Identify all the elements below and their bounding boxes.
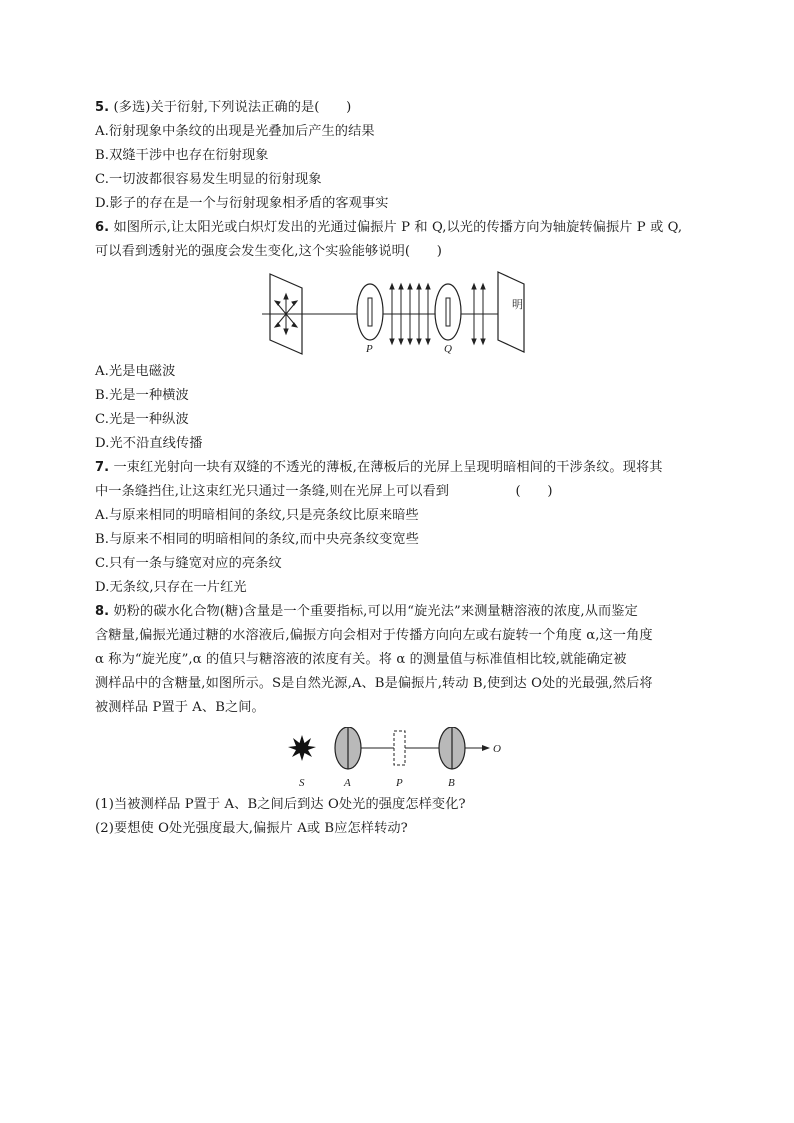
- q7-option-b: B.与原来不相同的明暗相间的条纹,而中央亮条纹变宽些: [95, 532, 419, 547]
- q7-stem-line1: 一束红光射向一块有双缝的不透光的薄板,在薄板后的光屏上呈现明暗相间的干涉条纹。现将其: [113, 460, 663, 475]
- q8-stem-line5: 被测样品 P置于 A、B之间。: [95, 700, 265, 715]
- q8-stem: [95, 602, 710, 622]
- q6-option-a: A.光是电磁波: [95, 364, 176, 379]
- label-o: O: [493, 743, 501, 755]
- q6-number: 6.: [95, 220, 110, 235]
- q6-stem: [95, 218, 710, 238]
- q8-axis-arrow-icon: [482, 745, 490, 751]
- label-p: P: [366, 343, 373, 355]
- q5-number: 5.: [95, 100, 110, 115]
- sample-p: [394, 731, 405, 765]
- q7-option-c: C.只有一条与缝宽对应的亮条纹: [95, 556, 282, 571]
- polarizer-p-slit: [368, 298, 372, 326]
- label-b: B: [448, 777, 455, 789]
- q5-stem-text: (多选)关于衍射,下列说法正确的是( ): [113, 100, 352, 115]
- q6-polarizer-figure: [262, 268, 532, 358]
- label-p8: P: [396, 777, 403, 789]
- q8-stem-line4: 测样品中的含糖量,如图所示。S是自然光源,A、B是偏振片,转动 B,使到达 O处的光最强,然后将: [95, 676, 653, 691]
- q8-stem-line1: 奶粉的碳水化合物(糖)含量是一个重要指标,可以用“旋光法”来测量糖溶液的浓度,从而鉴定: [113, 604, 638, 619]
- q7-option-a: A.与原来相同的明暗相间的条纹,只是亮条纹比原来暗些: [95, 508, 419, 523]
- q8-number: 8.: [95, 604, 110, 619]
- label-q: Q: [444, 343, 452, 355]
- q5-option-a: A.衍射现象中条纹的出现是光叠加后产生的结果: [95, 124, 375, 139]
- q8-subquestion-1: (1)当被测样品 P置于 A、B之间后到达 O处光的强度怎样变化?: [95, 797, 466, 812]
- label-a: A: [344, 777, 351, 789]
- q6-option-b: B.光是一种横波: [95, 388, 189, 403]
- q7-number: 7.: [95, 460, 110, 475]
- q8-subquestion-2: (2)要想使 O处光强度最大,偏振片 A或 B应怎样转动?: [95, 821, 408, 836]
- q5-option-d: D.影子的存在是一个与衍射现象相矛盾的客观事实: [95, 196, 389, 211]
- q6-stem-line2: 可以看到透射光的强度会发生变化,这个实验能够说明( ): [95, 244, 442, 259]
- q8-stem-line3: α 称为“旋光度”,α 的值只与糖溶液的浓度有关。将 α 的测量值与标准值相比较,就能确定被: [95, 652, 627, 667]
- q5-option-c: C.一切波都很容易发生明显的衍射现象: [95, 172, 322, 187]
- viewing-screen: [498, 272, 524, 352]
- q7-stem: [95, 458, 710, 478]
- light-source-icon: [288, 735, 316, 761]
- q5-option-b: B.双缝干涉中也存在衍射现象: [95, 148, 269, 163]
- q6-option-d: D.光不沿直线传播: [95, 436, 203, 451]
- label-s: S: [299, 777, 305, 789]
- q7-stem-line2: 中一条缝挡住,让这束红光只通过一条缝,则在光屏上可以看到 ( ): [95, 484, 553, 499]
- q5-stem: [95, 98, 710, 118]
- screen-label: 明: [512, 299, 523, 311]
- q6-stem-line1: 如图所示,让太阳光或白炽灯发出的光通过偏振片 P 和 Q,以光的传播方向为轴旋转偏振片 P 或 Q,: [113, 220, 683, 235]
- polarizer-q-slit: [446, 298, 450, 326]
- q6-option-c: C.光是一种纵波: [95, 412, 189, 427]
- q8-stem-line2: 含糖量,偏振光通过糖的水溶液后,偏振方向会相对于传播方向向左或右旋转一个角度 α,这一角度: [95, 628, 653, 643]
- q7-option-d: D.无条纹,只存在一片红光: [95, 580, 247, 595]
- q8-polarimeter-figure: [286, 727, 516, 792]
